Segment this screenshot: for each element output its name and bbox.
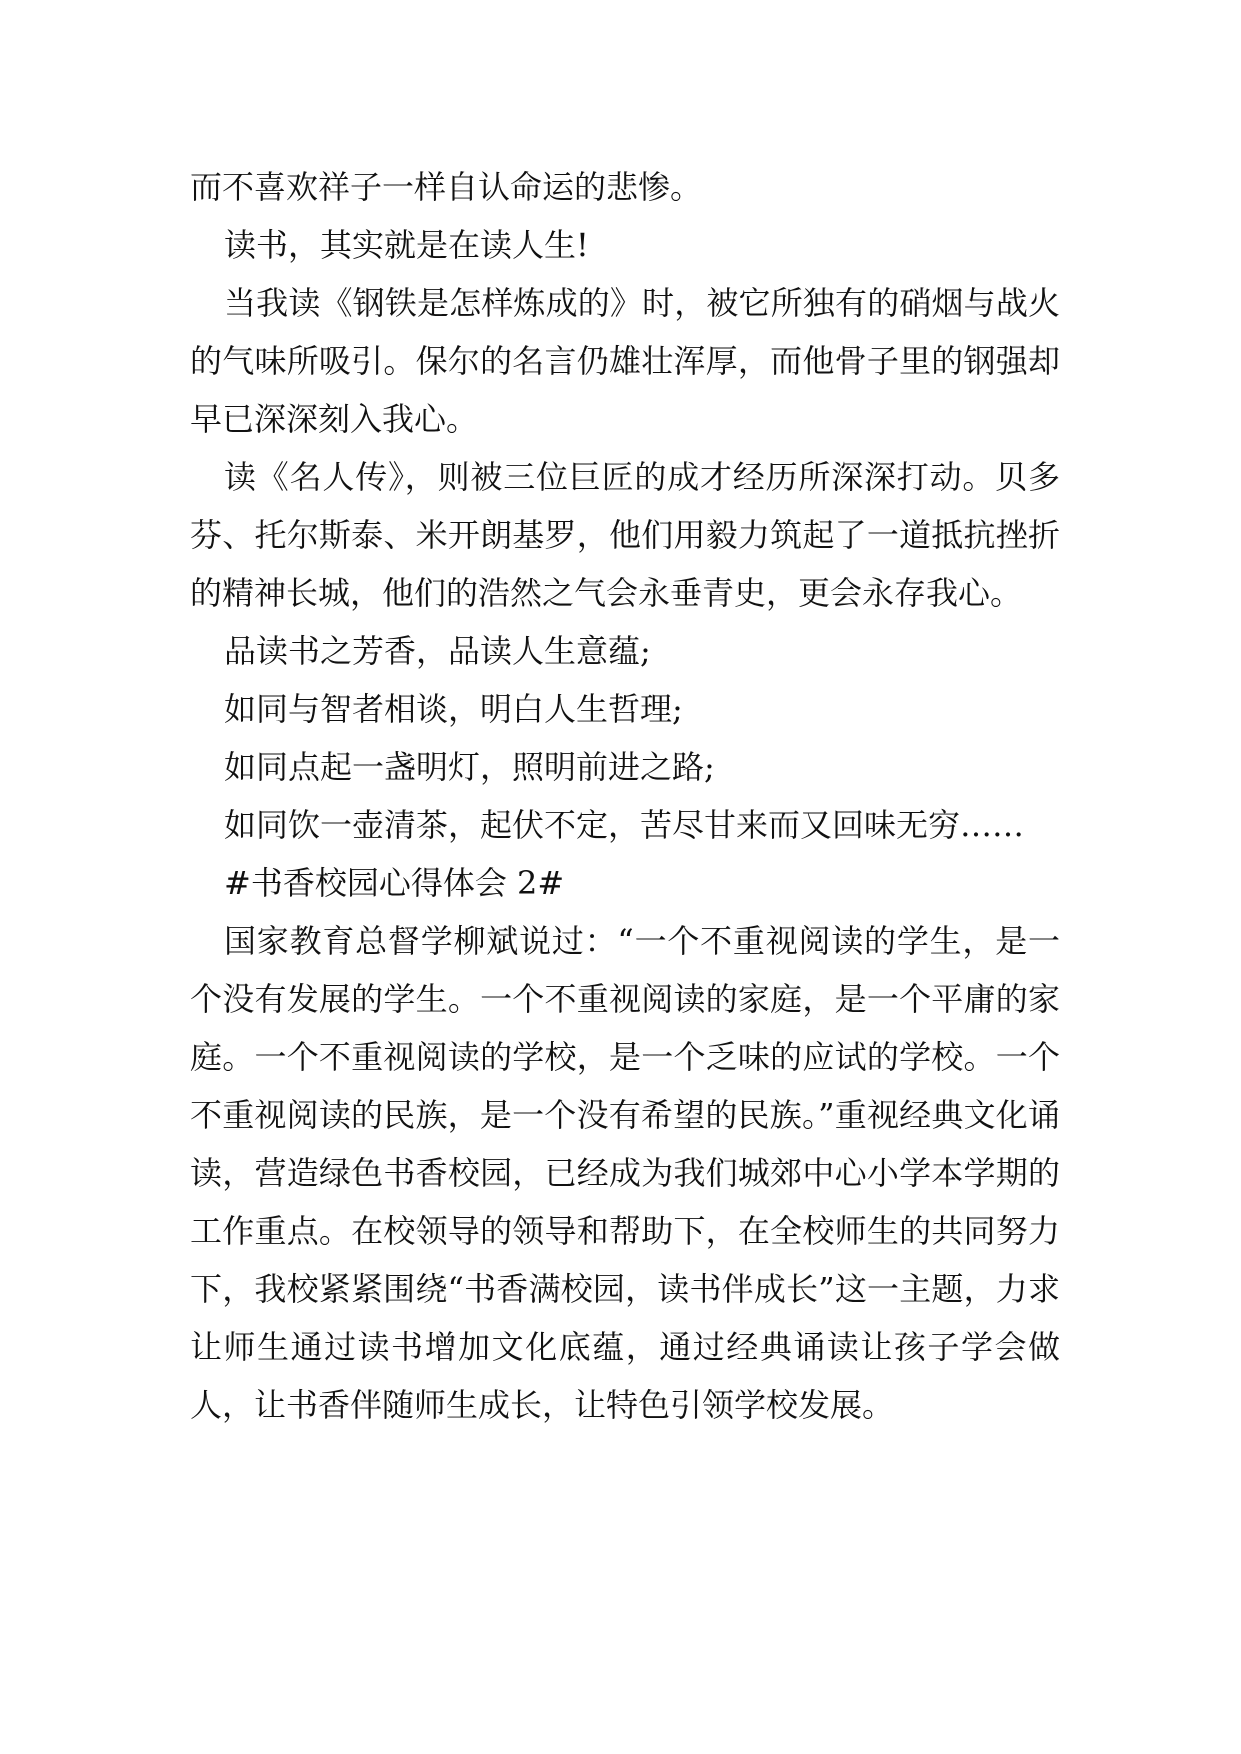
paragraph: 如同点起一盏明灯，照明前进之路; — [224, 748, 715, 786]
paragraph: 读书，其实就是在读人生! — [224, 226, 589, 264]
document-page — [190, 158, 1060, 1434]
paragraph: 读《名人传》，则被三位巨匠的成才经历所深深打动。贝多芬、托尔斯泰、米开朗基罗，他们用毅力筑起了一道抵抗挫折的精神长城，他们的浩然之气会永垂青史，更会永存我心。 — [190, 458, 1060, 612]
paragraph-continuation: 而不喜欢祥子一样自认命运的悲惨。 — [190, 168, 703, 206]
paragraph: 品读书之芳香，品读人生意蕴; — [224, 632, 651, 670]
paragraph: 当我读《钢铁是怎样炼成的》时，被它所独有的硝烟与战火的气味所吸引。保尔的名言仍雄壮浑厚，而他骨子里的钢强却早已深深刻入我心。 — [190, 284, 1060, 438]
section-heading: #书香校园心得体会 2# — [224, 864, 565, 902]
paragraph: 国家教育总督学柳斌说过：“一个不重视阅读的学生，是一个没有发展的学生。一个不重视阅读的家庭，是一个平庸的家庭。一个不重视阅读的学校，是一个乏味的应试的学校。一个不重视阅读的民族，是一个没有希望的民族。”重视经典文化诵读，营造绿色书香校园，已经成为我们城郊中心小学本学期的工作重点。在校领导的领导和帮助下，在全校师生的共同努力下，我校紧紧围绕“书香满校园，读书伴成长”这一主题，力求让师生通过读书增加文化底蕴，通过经典诵读让孩子学会做人，让书香伴随师生成长，让特色引领学校发展。 — [190, 922, 1060, 1424]
paragraph: 如同饮一壶清茶，起伏不定，苦尽甘来而又回味无穷…… — [224, 806, 1025, 844]
paragraph: 如同与智者相谈，明白人生哲理; — [224, 690, 683, 728]
